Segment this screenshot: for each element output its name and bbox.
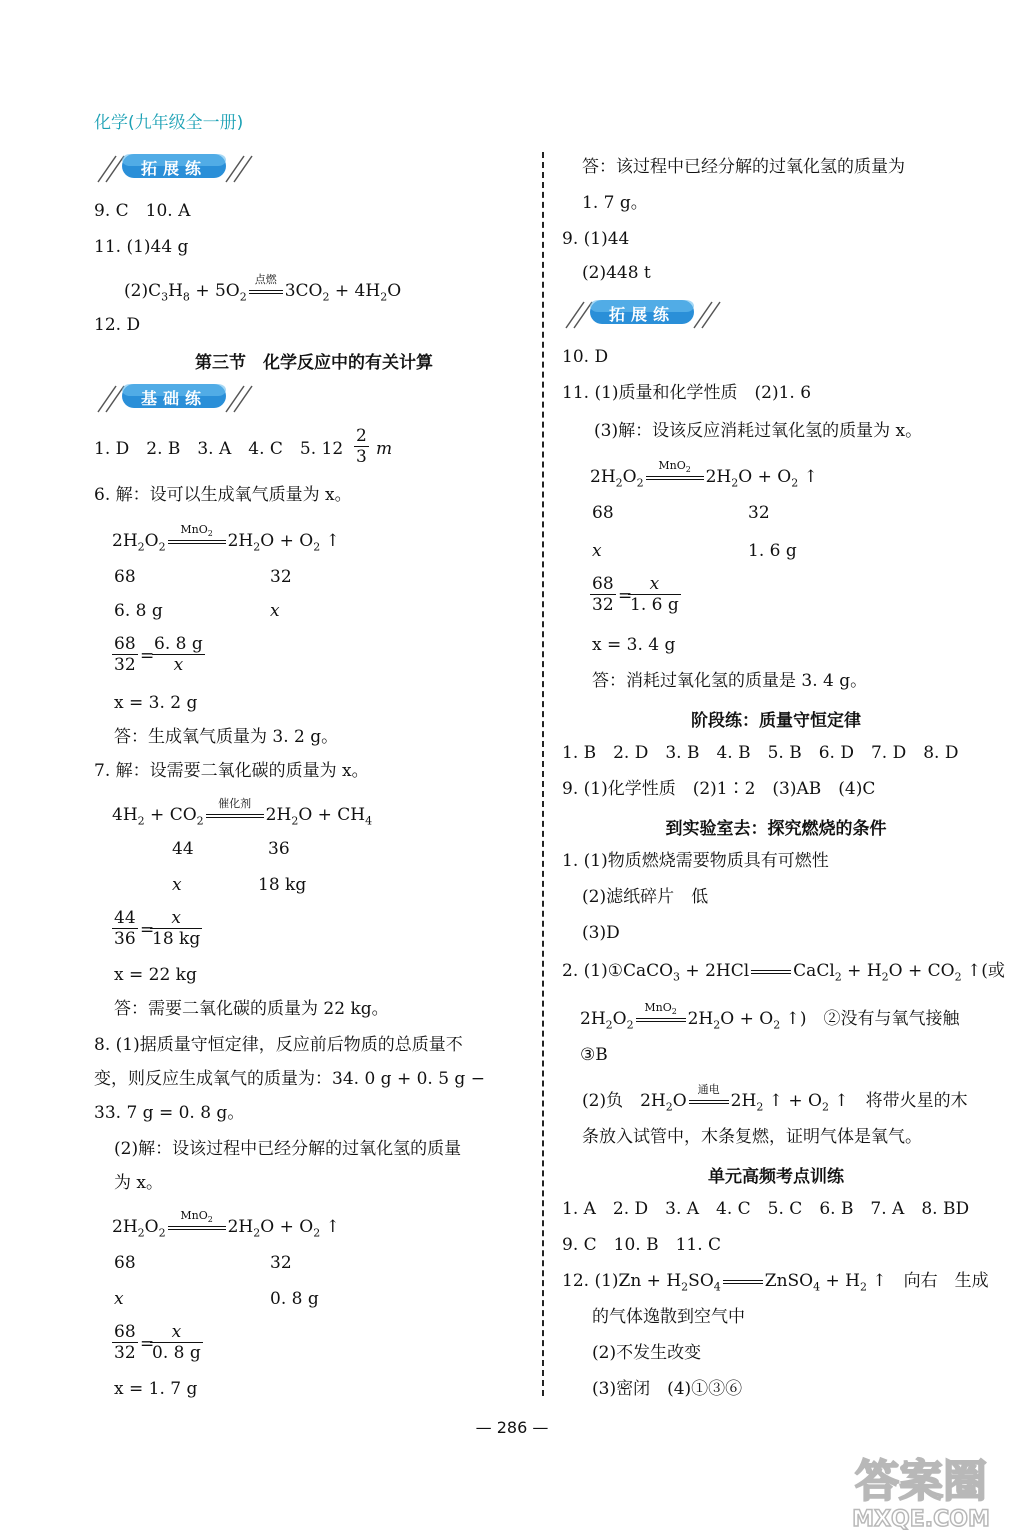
equation: $2H_2O_2$ MnO$_2$ $2H_2O + O_2$ ↑ [590,458,818,490]
fraction: $\frac{6. 8 g}{x}$ [154,634,203,675]
fraction: $\frac{68}{32}$ [114,1322,136,1363]
ratio-value: 0. 8 g [270,1289,319,1309]
ratio-value: 44 [172,839,194,859]
answer-line: 11. (1)44 g [94,237,189,257]
answer-line: x = 22 kg [114,965,197,985]
equation: $4H_2 + CO_2$ 催化剂 $2H_2O + CH_4$ [112,796,373,828]
answer-line: 1. (1)物质燃烧需要物质具有可燃性 [562,851,829,871]
answer-line: 6. 解：设可以生成氧气质量为 x。 [94,485,352,505]
section-title: 到实验室去：探究燃烧的条件 [665,819,887,839]
answer-line: 9. (1)化学性质 (2)1∶2 (3)AB (4)C [562,779,876,799]
ratio-value: x [592,541,602,561]
ratio-value: 68 [592,503,614,523]
tuozhan-banner-1 [94,150,254,184]
equation: $(2)C_3H_8 + 5O_2$ 点燃 $3CO_2 + 4H_2O$ [124,272,402,304]
equation: $2H_2O_2$ MnO$_2$ $2H_2O + O_2$ ↑ [112,1208,340,1240]
watermark-sub: MXQE.COM [852,1507,990,1530]
ratio-value: 1. 6 g [748,541,797,561]
ratio-value: x [172,875,182,895]
answer-line: (3)密闭 (4)①③⑥ [592,1379,743,1399]
section-title: 单元高频考点训练 [708,1167,844,1187]
answer-line: 9. C 10. B 11. C [562,1235,722,1255]
answer-line: 的气体逸散到空气中 [592,1307,745,1327]
equation: $2H_2O_2$ MnO$_2$ $2H_2O + O_2$ ↑) ②没有与氧气接触 [580,1000,960,1032]
answer-line: 12. D [94,315,141,335]
equation: (2)负 $2H_2O$ 通电 $2H_2$ ↑ + $O_2$ ↑ 将带火星的木 [582,1082,968,1114]
answer-line: (2)448 t [582,263,651,283]
banner-label: 基础练 [140,389,207,408]
ratio-value: 32 [270,1253,292,1273]
equals-sign: = [140,646,155,666]
equation: 2. (1)①CaCO$_3$ + 2HCl CaCl$_2$ + $H_2O + CO_2$ ↑(或 [562,961,1005,984]
answer-line: 9. (1)44 [562,229,630,249]
page-number: — 286 — [475,1418,549,1437]
answer-line: 条放入试管中，木条复燃，证明气体是氧气。 [582,1127,922,1147]
fraction: $\frac{68}{32}$ [592,574,614,615]
section-title: 第三节 化学反应中的有关计算 [195,353,433,373]
watermark-main: 答案圈 [855,1456,987,1507]
variable: m [376,439,393,459]
answer-line: 1. A 2. D 3. A 4. C 5. C 6. B 7. A 8. BD [562,1199,970,1219]
answer-line: 1. B 2. D 3. B 4. B 5. B 6. D 7. D 8. D [562,743,959,763]
fraction: $\frac{x}{18 kg}$ [152,908,201,949]
answer-line: 1. D 2. B 3. A 4. C 5. 12 [94,439,344,459]
tuozhan-banner-2 [562,296,722,330]
answer-line: 答：需要二氧化碳的质量为 22 kg。 [114,999,389,1019]
answer-line: (3)解：设该反应消耗过氧化氢的质量为 x。 [594,421,923,441]
ratio-value: x [270,601,280,621]
banner-label: 拓展练 [140,159,207,178]
answer-line: (2)解：设该过程中已经分解的过氧化氢的质量 [114,1139,462,1159]
page-header: 化学(九年级全一册) [94,113,244,133]
ratio-value: 18 kg [258,875,307,895]
ratio-value: x [114,1289,124,1309]
ratio-value: 68 [114,567,136,587]
ratio-value: 32 [748,503,770,523]
answer-line: x = 3. 4 g [592,635,676,655]
answer-line: 答：该过程中已经分解的过氧化氢的质量为 [582,157,905,177]
answer-line: x = 3. 2 g [114,693,198,713]
fraction: $\frac{x}{0. 8 g}$ [152,1322,201,1363]
equation: $2H_2O_2$ MnO$_2$ $2H_2O + O_2$ ↑ [112,522,340,554]
answer-line: 9. C 10. A [94,201,191,221]
fraction: $\frac{44}{36}$ [114,908,136,949]
watermark-logo-icon [826,1448,1016,1530]
answer-line: 10. D [562,347,609,367]
answer-line: 7. 解：设需要二氧化碳的质量为 x。 [94,761,369,781]
equation: 12. $(1)Zn + H_2SO_4$ ZnSO$_4$ + $H_2$ ↑ 向右 生成 [562,1271,989,1294]
fraction: $\frac{2}{3}$ [356,426,367,467]
answer-line: (3)D [582,923,620,943]
fraction: $\frac{x}{1. 6 g}$ [630,574,679,615]
answer-line: 33. 7 g = 0. 8 g。 [94,1103,245,1123]
ratio-value: 36 [268,839,290,859]
equals-sign: = [618,586,633,606]
answer-line: 11. (1)质量和化学性质 (2)1. 6 [562,383,812,403]
answer-line: (2)滤纸碎片 低 [582,887,709,907]
banner-label: 拓展练 [608,305,675,324]
answer-line: 8. (1)据质量守恒定律，反应前后物质的总质量不 [94,1035,463,1055]
ratio-value: 6. 8 g [114,601,163,621]
answer-line: (2)不发生改变 [592,1343,702,1363]
answer-line: x = 1. 7 g [114,1379,198,1399]
fraction: $\frac{68}{32}$ [114,634,136,675]
jichu-banner [94,380,254,414]
answer-line: 1. 7 g。 [582,193,648,213]
answer-line: ③B [580,1045,608,1065]
answer-line: 变，则反应生成氧气的质量为：34. 0 g + 0. 5 g − [94,1069,485,1089]
column-divider [542,152,544,1396]
answer-line: 为 x。 [114,1173,163,1193]
ratio-value: 32 [270,567,292,587]
section-title: 阶段练：质量守恒定律 [691,711,861,731]
equals-sign: = [140,920,155,940]
equals-sign: = [140,1334,155,1354]
answer-line: 答：消耗过氧化氢的质量是 3. 4 g。 [592,671,868,691]
ratio-value: 68 [114,1253,136,1273]
answer-line: 答：生成氧气质量为 3. 2 g。 [114,727,339,747]
